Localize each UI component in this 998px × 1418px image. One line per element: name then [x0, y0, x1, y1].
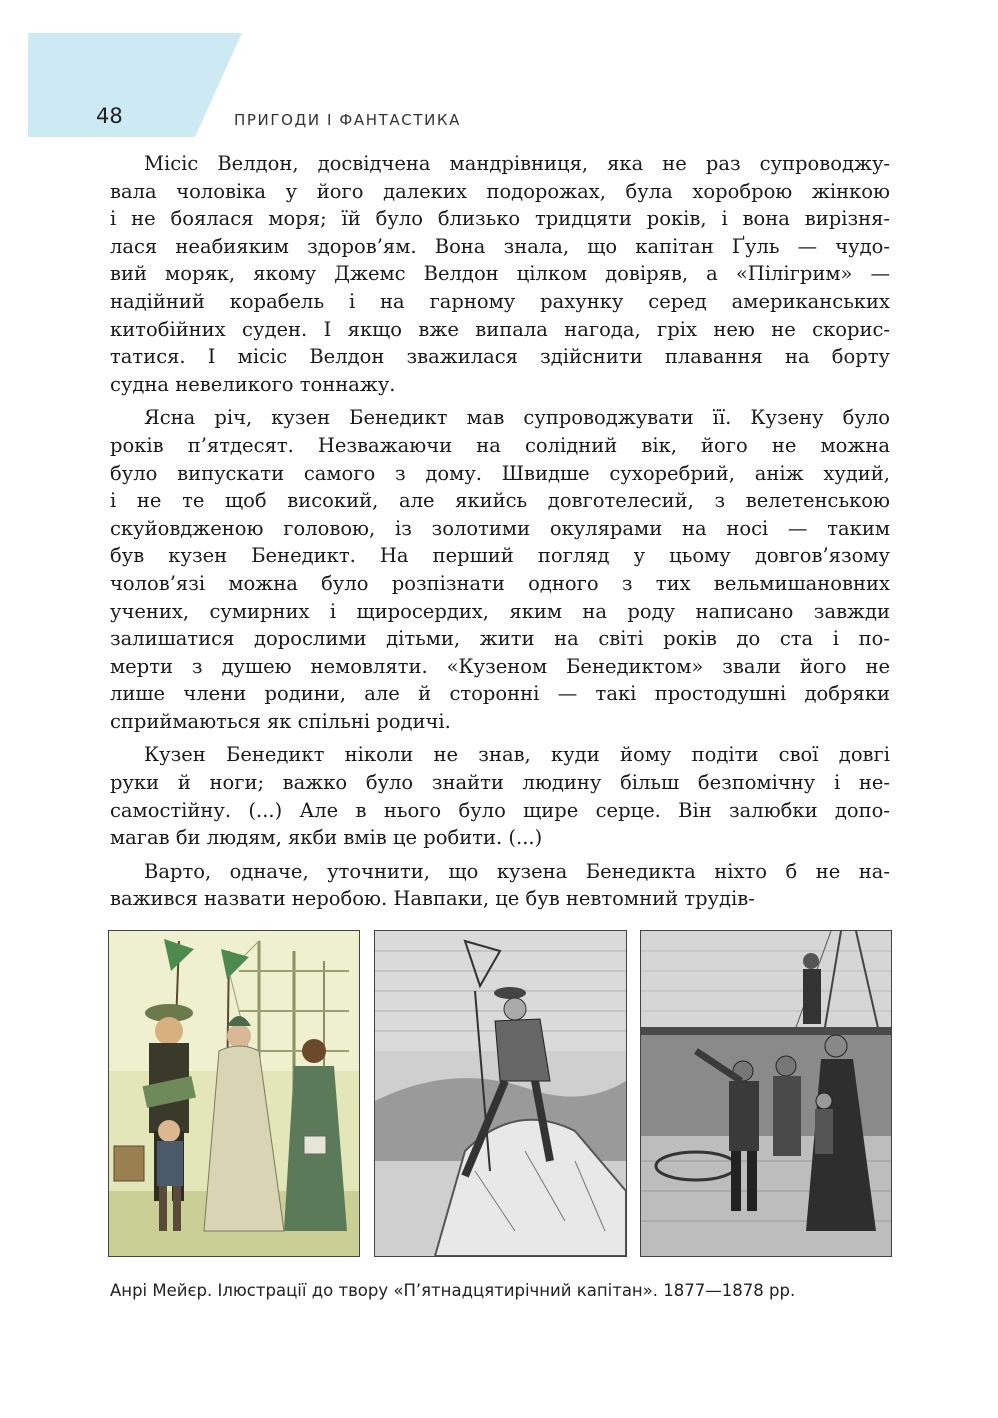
text-line: магав би людям, якби вмів це робити. (...): [110, 826, 543, 850]
text-line: залишатися дорослими дітьми, жити на світі років до ста і по-: [110, 627, 890, 651]
text-line: учених, сумирних і щиросердих, яким на роду написано завжди: [110, 599, 890, 623]
text-line: мерти з душею немовляти. «Кузеном Бенедиктом» звали його не: [110, 654, 890, 678]
page-number: 48: [96, 104, 123, 128]
text-line: вий моряк, якому Джемс Велдон цілком довіряв, а «Пілігрим» —: [110, 262, 890, 286]
text-line: лася неабияким здоров’ям. Вона знала, що капітан Ґуль — чудо-: [110, 234, 890, 258]
body-text: [110, 150, 890, 919]
paragraph: [110, 858, 890, 913]
text-line: років п’ятдесят. Незважаючи на солідний вік, його не можна: [110, 433, 890, 457]
text-line: був кузен Бенедикт. На перший погляд у цьому довгов’язому: [110, 544, 890, 568]
text-line: було випускати самого з дому. Швидше сухоребрий, аніж худий,: [110, 461, 890, 485]
text-line: руки й ноги; важко було знайти людину більш безпомічну і не-: [110, 771, 890, 795]
paragraph: [110, 404, 890, 735]
header-tab-shape: [28, 33, 242, 137]
illustration-man-with-net: [374, 930, 627, 1257]
paragraph: [110, 741, 890, 851]
text-line: Варто, одначе, уточнити, що кузена Бенедикта ніхто б не на-: [144, 859, 890, 883]
figure-caption: Анрі Мейєр. Ілюстрації до твору «П’ятнадцятирічний капітан». 1877—1878 рр.: [110, 1281, 796, 1300]
text-line: судна невеликого тоннажу.: [110, 372, 396, 396]
text-line: самостійну. (...) Але в нього було щире серце. Він залюбки допо-: [110, 798, 890, 822]
text-line: лише члени родини, але й сторонні — такі простодушні добряки: [110, 682, 890, 706]
text-line: сприймаються як спільні родичі.: [110, 709, 451, 733]
text-line: скуйовдженою головою, із золотими окулярами на носі — таким: [110, 516, 890, 540]
illustration-ship-deck: [640, 930, 892, 1257]
text-line: і не те щоб високий, але якийсь довготелесий, з велетенською: [110, 489, 890, 513]
section-title: ПРИГОДИ І ФАНТАСТИКА: [234, 111, 462, 129]
text-line: Кузен Бенедикт ніколи не знав, куди йому подіти свої довгі: [144, 743, 890, 767]
text-line: надійний корабель і на гарному рахунку серед американських: [110, 289, 890, 313]
text-line: і не боялася моря; їй було близько тридцяти років, і вона вирізня-: [110, 207, 890, 231]
text-line: Місіс Велдон, досвідчена мандрівниця, яка не раз супроводжу-: [144, 152, 890, 175]
illustrations-row: [108, 930, 892, 1257]
text-line: татися. І місіс Велдон зважилася здійснити плавання на борту: [110, 345, 890, 369]
text-line: вала чоловіка у його далеких подорожах, була хороброю жінкою: [110, 179, 890, 203]
text-line: важився назвати неробою. Навпаки, це був невтомний трудів-: [110, 887, 755, 911]
text-line: Ясна річ, кузен Бенедикт мав супроводжувати її. Кузену було: [144, 406, 890, 430]
text-line: чолов’язі можна було розпізнати одного з тих вельмишановних: [110, 571, 890, 595]
text-line: китобійних суден. І якщо вже випала нагода, гріх нею не скорис-: [110, 317, 890, 341]
paragraph: [110, 150, 890, 398]
illustration-family-walking: [108, 930, 360, 1257]
